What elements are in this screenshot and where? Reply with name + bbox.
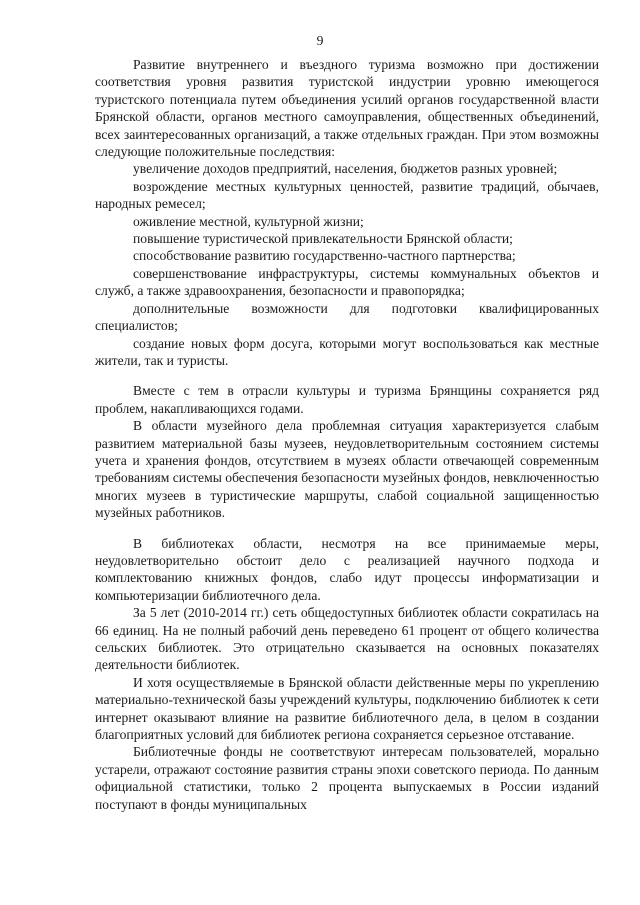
body-text [95,56,599,813]
paragraph-library-network: За 5 лет (2010-2014 гг.) сеть общедоступных библиотек области сократилась на 66 единиц. На не полный рабочий день переведено 61 процент от общего количества сельских библиотек. Это отрицательно сказывается на основных показателях деятельности библиотек. [95,605,599,673]
paragraph-museums: В области музейного дела проблемная ситуация характеризуется слабым развитием материальной базы музеев, неудовлетворительным состоянием системы учета и хранения фондов, отсутствием в музеях области отвечающей современным требованиям системы обеспечения безопасности музейных фондов, невключенностью многих музеев в туристические маршруты, слабой социальной защищенностью музейных работников. [95,418,599,521]
list-item-partnership: способствование развитию государственно-частного партнерства; [133,248,516,264]
list-item-leisure: создание новых форм досуга, которыми могут воспользоваться как местные жители, так и туристы. [95,335,599,368]
paragraph-library-funds: Библиотечные фонды не соответствуют интересам пользователей, морально устарели, отражают состояние развития страны эпохи советского периода. По данным официальной статистики, только 2 процента выпускаемых в России изданий поступают в фонды муниципальных [95,744,599,812]
list-item-traditions: возрождение местных культурных ценностей, развитие традиций, обычаев, народных ремесел; [95,178,599,212]
paragraph-libraries: В библиотеках области, несмотря на все принимаемые меры, неудовлетворительно обстоит дело с реализацией научного подхода и комплектованию книжных фондов, слабо идут процессы информатизации и компьютеризации библиотечного дела. [95,535,599,603]
page-number: 9 [316,33,324,48]
list-item-specialists: дополнительные возможности для подготовки квалифицированных специалистов; [95,300,599,334]
list-item-cultural-life: оживление местной, культурной жизни; [133,213,364,229]
list-item-infrastructure: совершенствование инфраструктуры, системы коммунальных объектов и служб, а также здравоохранения, безопасности и правопорядка; [95,265,599,299]
paragraph-library-support: И хотя осуществляемые в Брянской области действенные меры по укреплению материально-технической базы учреждений культуры, подключению библиотек к сети интернет оказывают влияние на развитие библиотечного дела, в целом в создании благоприятных условий для библиотек региона сохраняется серьезное отставание. [95,674,599,743]
paragraph-tourism-development: Развитие внутреннего и въездного туризма возможно при достижении соответствия уровня развития туристской индустрии уровню имеющегося туристского потенциала путем объединения усилий органов государственной власти Брянской области, органов местного самоуправления, общественных объединений, всех заинтересованных организаций, а также отдельных граждан. При этом возможны следующие положительные последствия: [95,57,599,160]
list-item-income: увеличение доходов предприятий, населения, бюджетов разных уровней; [133,161,558,177]
list-item-attractiveness: повышение туристической привлекательности Брянской области; [133,231,513,247]
paragraph-problems: Вместе с тем в отрасли культуры и туризма Брянщины сохраняется ряд проблем, накапливающихся годами. [95,383,599,416]
